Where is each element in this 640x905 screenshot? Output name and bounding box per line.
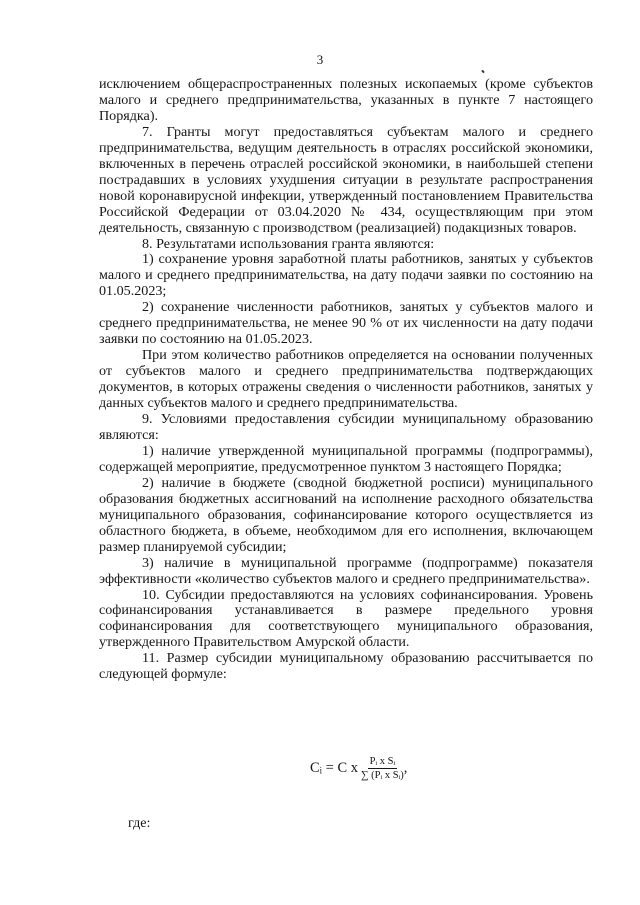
formula-trailing: , xyxy=(403,760,408,776)
paragraph: При этом количество работников определяется на основании полученных от субъектов малого и среднего предпринимательства подтверждающих документов, в которых отражены сведения о численности работников, занятых у данных субъектов малого и среднего предпринимательства. xyxy=(99,347,593,412)
formula-lhs: Cᵢ = C x xyxy=(310,760,359,776)
paragraph: 1) сохранение уровня заработной платы работников, занятых у субъектов малого и среднего предпринимательства, на дату подачи заявки по состоянию на 01.05.2023; xyxy=(99,251,593,300)
paragraph: 2) сохранение численности работников, занятых у субъектов малого и среднего предпринимательства, не менее 90 % от их численности на дату подачи заявки по состоянию на 01.05.2023. xyxy=(99,299,593,348)
paragraph: 3) наличие в муниципальной программе (подпрограмме) показателя эффективности «количество субъектов малого и среднего предпринимательства». xyxy=(99,554,593,587)
paragraph: 8. Результатами использования гранта являются: xyxy=(142,235,435,252)
subsidy-formula xyxy=(310,756,407,781)
paragraph: 9. Условиями предоставления субсидии муниципальному образованию являются: xyxy=(99,411,593,443)
paragraph: 11. Размер субсидии муниципальному образованию рассчитывается по следующей формуле: xyxy=(99,650,593,683)
paragraph: исключением общераспространенных полезных ископаемых (кроме субъектов малого и среднего предпринимательства, указанных в пункте 7 настоящего Порядка). xyxy=(99,76,593,124)
page-number: 3 xyxy=(316,52,324,67)
formula-fraction xyxy=(361,756,404,781)
formula-numerator: Pᵢ x Sᵢ xyxy=(369,756,396,767)
paragraph: 2) наличие в бюджете (сводной бюджетной росписи) муниципального образования бюджетных ассигнований на исполнение расходного обязательства муниципального образования, софинансирование которого осуществляется из областного бюджета, в объеме, необходимом для его исполнения, включающем размер планируемой субсидии; xyxy=(99,474,593,555)
scan-speck xyxy=(481,70,484,74)
paragraph: 10. Субсидии предоставляются на условиях софинансирования. Уровень софинансирования устанавливается в размере предельного уровня софинансирования для соответствующего муниципального образования, утвержденного Правительством Амурской области. xyxy=(99,586,593,651)
formula-denominator: ∑ (Pᵢ x Sᵢ) xyxy=(361,770,404,781)
where-label: где: xyxy=(128,815,151,831)
paragraph: 7. Гранты могут предоставляться субъектам малого и среднего предпринимательства, ведущим деятельность в отраслях российской экономики, включенных в перечень отраслей российской экономики, в наибольшей степени пострадавших в условиях ухудшения ситуации в результате распространения новой коронавирусной инфекции, утвержденный постановлением Правительства Российской Федерации от 03.04.2020 № 434, осуществляющим при этом деятельность, связанную с производством (реализацией) подакцизных товаров. xyxy=(99,123,593,236)
paragraph: 1) наличие утвержденной муниципальной программы (подпрограммы), содержащей мероприятие, предусмотренное пунктом 3 настоящего Порядка; xyxy=(99,442,593,475)
body-text xyxy=(99,77,593,683)
